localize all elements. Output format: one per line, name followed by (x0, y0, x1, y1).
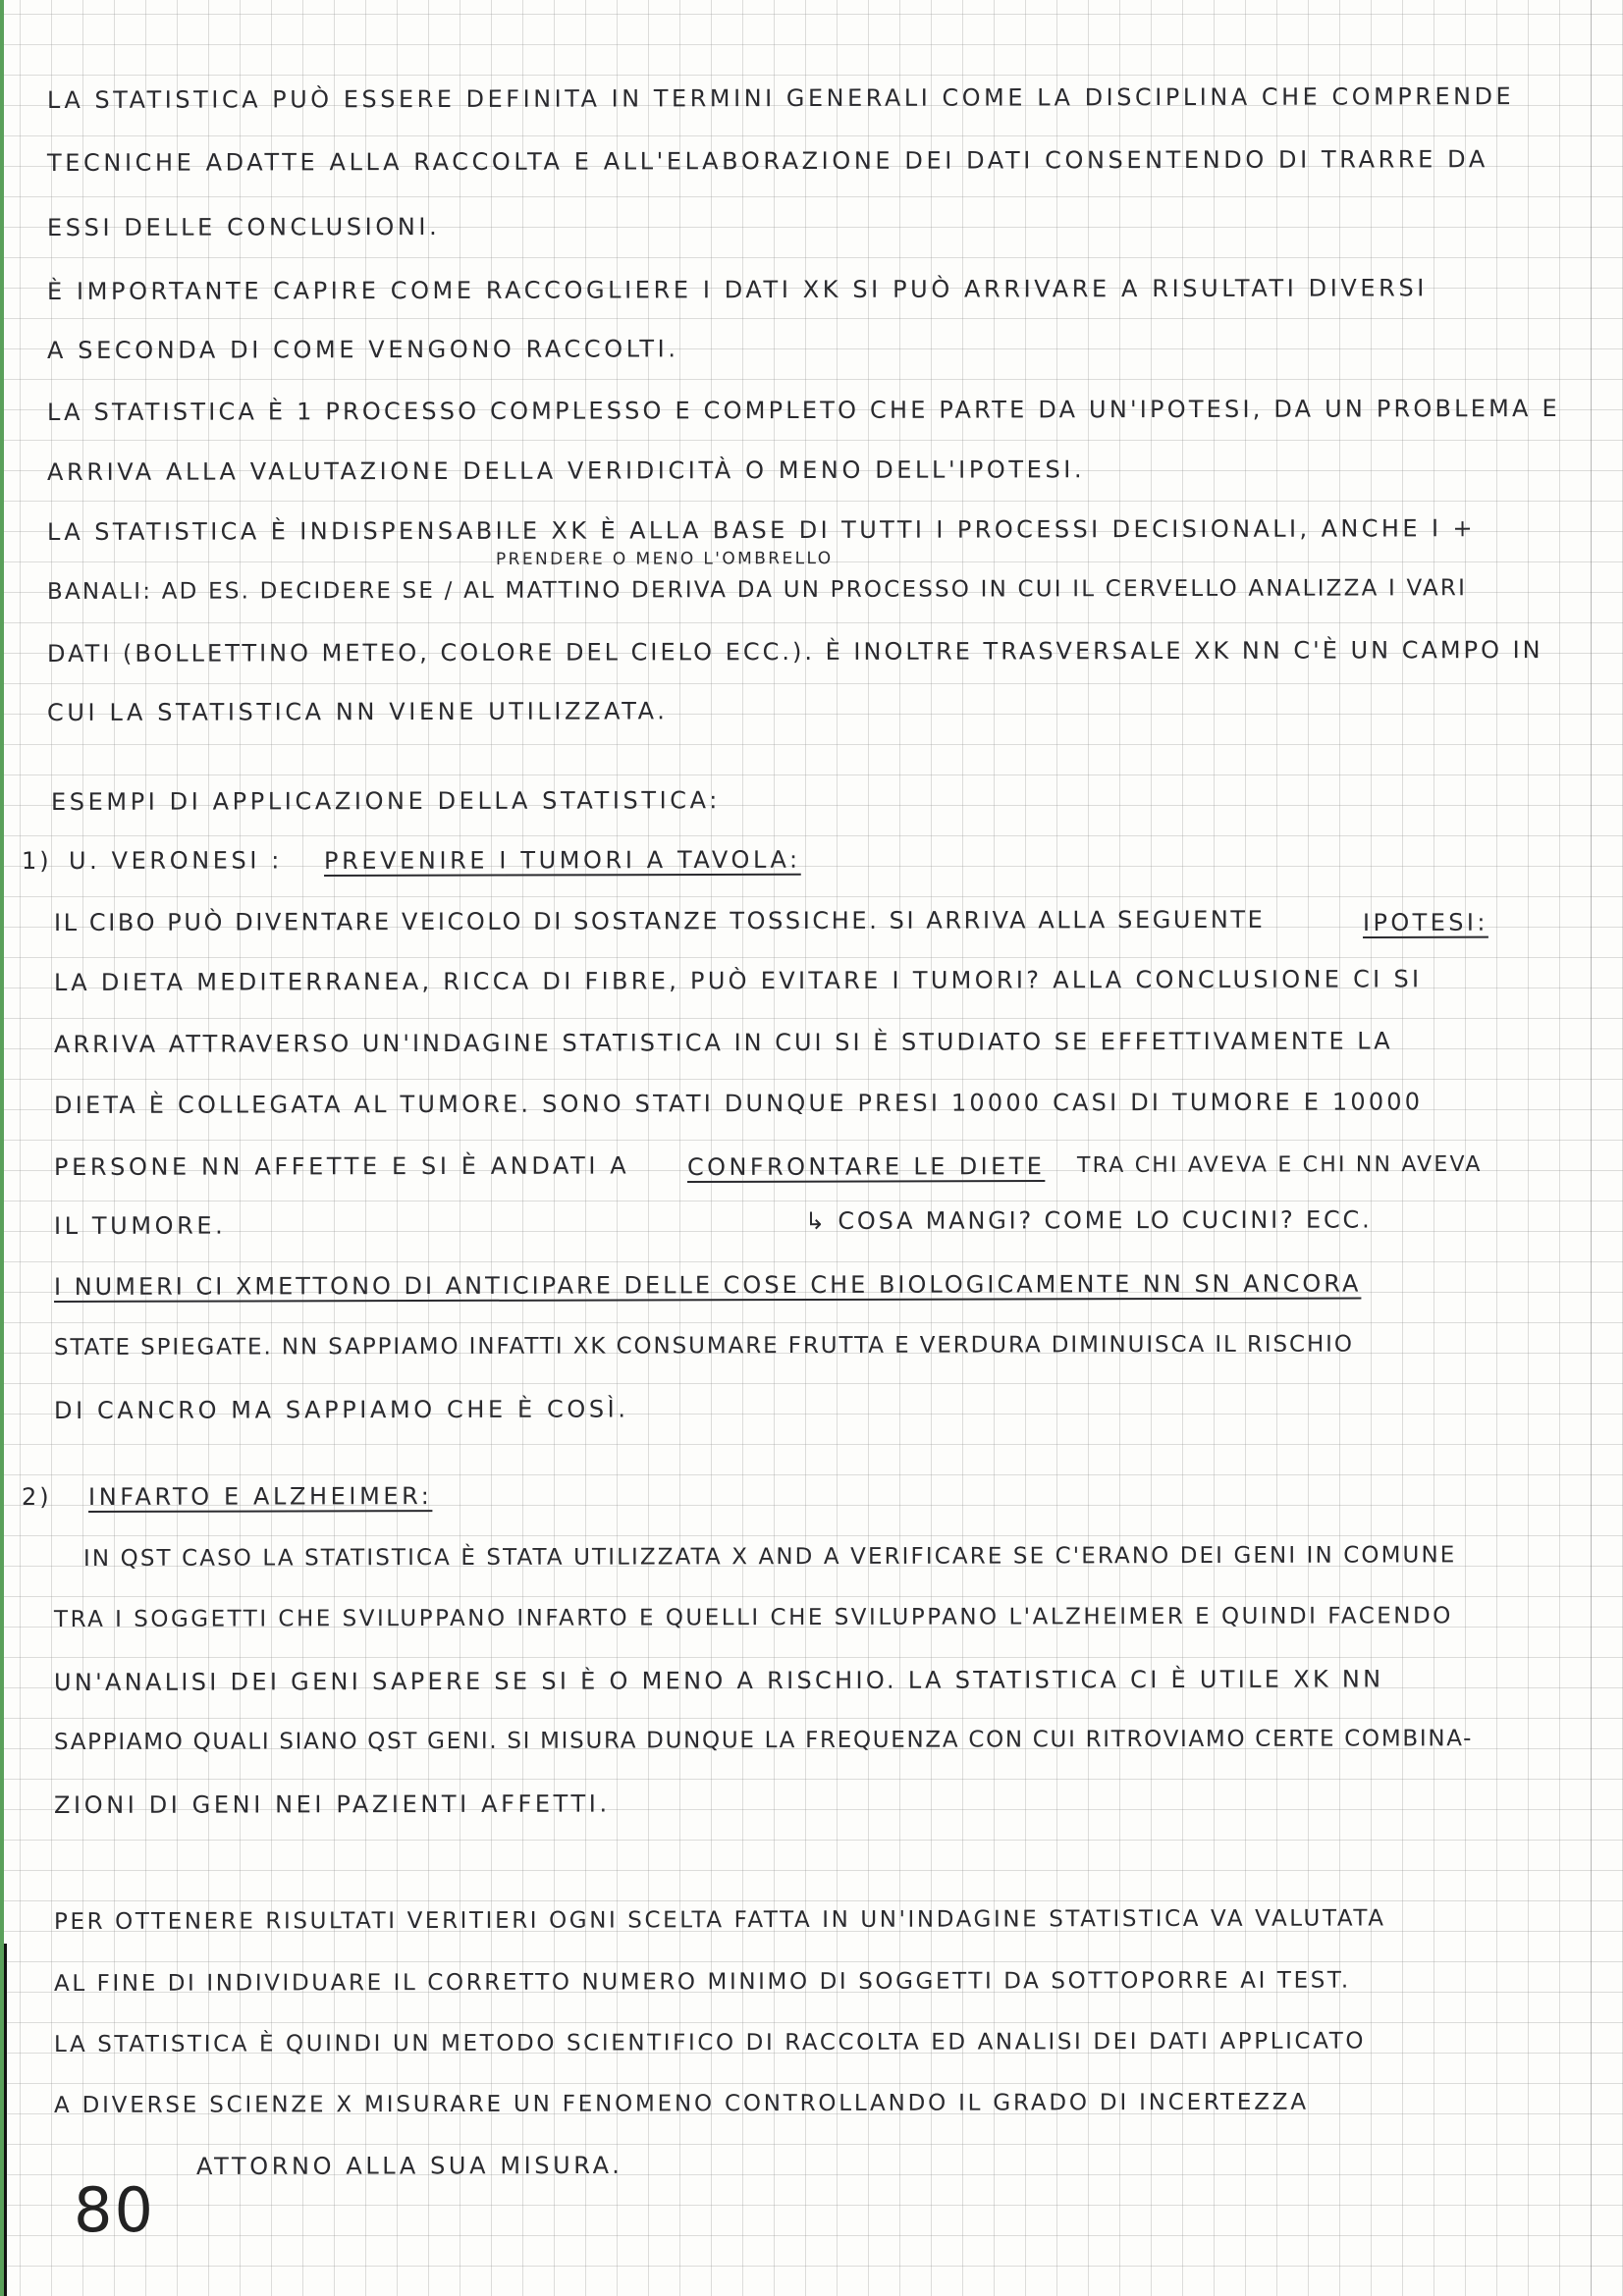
text-line: È IMPORTANTE CAPIRE COME RACCOGLIERE I DATI XK SI PUÒ ARRIVARE A RISULTATI DIVERSI (46, 274, 1428, 305)
text-line: LA STATISTICA PUÒ ESSERE DEFINITA IN TERMINI GENERALI COME LA DISCIPLINA CHE COMPRENDE (46, 82, 1515, 114)
text-line: DI CANCRO MA SAPPIAMO CHE È COSÌ. (53, 1395, 629, 1424)
text-line: IN QST CASO LA STATISTICA È STATA UTILIZZATA X AND A VERIFICARE SE C'ERANO DEI GENI IN COMUNE (82, 1542, 1457, 1572)
insertion-note: PRENDERE O MENO L'OMBRELLO (495, 549, 834, 569)
text-line: LA STATISTICA È QUINDI UN METODO SCIENTIFICO DI RACCOLTA ED ANALISI DEI DATI APPLICATO (53, 2028, 1367, 2057)
diet-note: ↳ COSA MANGI? COME LO CUCINI? ECC. (804, 1205, 1373, 1235)
text-line: STATE SPIEGATE. NN SAPPIAMO INFATTI XK CONSUMARE FRUTTA E VERDURA DIMINUISCA IL RISCHIO (53, 1331, 1354, 1361)
text-line-underlined: I NUMERI CI XMETTONO DI ANTICIPARE DELLE COSE CHE BIOLOGICAMENTE NN SN ANCORA (53, 1269, 1362, 1301)
text-line: IL CIBO PUÒ DIVENTARE VEICOLO DI SOSTANZE TOSSICHE. SI ARRIVA ALLA SEGUENTE (53, 905, 1266, 936)
text-line: AL FINE DI INDIVIDUARE IL CORRETTO NUMERO MINIMO DI SOGGETTI DA SOTTOPORRE AI TEST. (53, 1967, 1351, 1997)
text-line: PER OTTENERE RISULTATI VERITIERI OGNI SCELTA FATTA IN UN'INDAGINE STATISTICA VA VALUTATA (53, 1905, 1386, 1935)
example-title: INFARTO E ALZHEIMER: (87, 1482, 433, 1511)
example-author: U. VERONESI : (68, 846, 283, 875)
confrontare-le-diete: CONFRONTARE LE DIETE (686, 1152, 1046, 1181)
text-line: ARRIVA ALLA VALUTAZIONE DELLA VERIDICITÀ O MENO DELL'IPOTESI. (46, 455, 1086, 486)
text-line: TECNICHE ADATTE ALLA RACCOLTA E ALL'ELABORAZIONE DEI DATI CONSENTENDO DI TRARRE DA (46, 145, 1488, 177)
text-line: DIETA È COLLEGATA AL TUMORE. SONO STATI DUNQUE PRESI 10000 CASI DI TUMORE E 10000 (53, 1088, 1424, 1119)
text-line: IL TUMORE. (53, 1211, 227, 1240)
text-line: ZIONI DI GENI NEI PAZIENTI AFFETTI. (53, 1789, 611, 1819)
example-title: PREVENIRE I TUMORI A TAVOLA: (323, 845, 801, 875)
text-line: SAPPIAMO QUALI SIANO QST GENI. SI MISURA DUNQUE LA FREQUENZA CON CUI RITROVIAMO CERTE COMBINA- (53, 1726, 1474, 1755)
examples-heading: ESEMPI DI APPLICAZIONE DELLA STATISTICA: (50, 786, 721, 816)
text-line: ESSI DELLE CONCLUSIONI. (46, 212, 441, 241)
text-line: LA STATISTICA È 1 PROCESSO COMPLESSO E COMPLETO CHE PARTE DA UN'IPOTESI, DA UN PROBLEMA E (46, 394, 1560, 426)
right-margin-line (1591, 0, 1592, 2296)
example-number: 1) (21, 846, 52, 875)
text-line: ARRIVA ATTRAVERSO UN'INDAGINE STATISTICA IN CUI SI È STUDIATO SE EFFETTIVAMENTE LA (53, 1027, 1393, 1058)
text-line: TRA I SOGGETTI CHE SVILUPPANO INFARTO E QUELLI CHE SVILUPPANO L'ALZHEIMER E QUINDI FACENDO (53, 1603, 1453, 1632)
text-line: DATI (BOLLETTINO METEO, COLORE DEL CIELO ECC.). È INOLTRE TRASVERSALE XK NN C'È UN CAMPO IN (46, 636, 1543, 667)
page-binding-shadow (4, 1944, 7, 2296)
text-line: LA DIETA MEDITERRANEA, RICCA DI FIBRE, PUÒ EVITARE I TUMORI? ALLA CONCLUSIONE CI SI (53, 965, 1423, 996)
text-line: A DIVERSE SCIENZE X MISURARE UN FENOMENO CONTROLLANDO IL GRADO DI INCERTEZZA (53, 2089, 1309, 2118)
text-line: TRA CHI AVEVA E CHI NN AVEVA (1076, 1151, 1483, 1178)
text-line: PERSONE NN AFFETTE E SI È ANDATI A (53, 1151, 630, 1181)
text-line: ATTORNO ALLA SUA MISURA. (195, 2151, 623, 2180)
text-line: CUI LA STATISTICA NN VIENE UTILIZZATA. (46, 697, 669, 726)
text-line: UN'ANALISI DEI GENI SAPERE SE SI È O MENO A RISCHIO. LA STATISTICA CI È UTILE XK NN (53, 1665, 1384, 1696)
example-number: 2) (21, 1482, 52, 1511)
text-line: LA STATISTICA È INDISPENSABILE XK È ALLA BASE DI TUTTI I PROCESSI DECISIONALI, ANCHE I + (46, 514, 1477, 546)
page-number: 80 (74, 2174, 155, 2246)
ipotesi-label: IPOTESI: (1362, 908, 1488, 936)
text-line: A SECONDA DI COME VENGONO RACCOLTI. (46, 335, 679, 364)
text-line: BANALI: AD ES. DECIDERE SE / AL MATTINO DERIVA DA UN PROCESSO IN CUI IL CERVELLO ANALIZZA I VARI (46, 575, 1468, 605)
